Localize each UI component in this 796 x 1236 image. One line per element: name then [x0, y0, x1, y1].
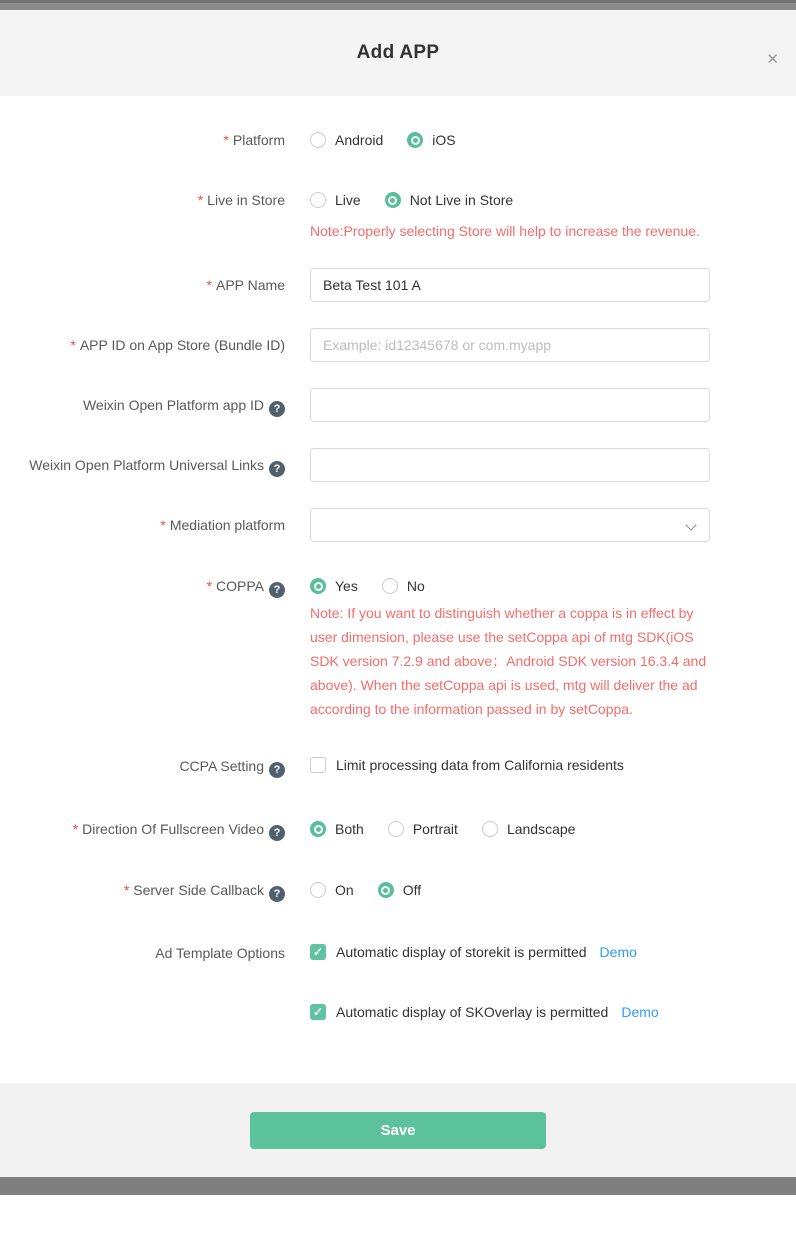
app-name-row [0, 268, 796, 302]
callback-radio-off[interactable]: Off [378, 882, 421, 898]
bundle-id-row [0, 328, 796, 362]
app-name-input[interactable] [310, 268, 710, 302]
page-top-bar [0, 0, 796, 10]
server-side-callback-label: * Server Side Callback ? [0, 879, 285, 902]
help-icon[interactable]: ? [269, 825, 285, 841]
modal-header [0, 10, 796, 96]
coppa-note-text: Note: If you want to distinguish whether a coppa is in effect by user dimension, please use the setCoppa api of mtg SDK(iOS SDK version 7.2.9 and above；Android SDK version 16.3.4 and above). When the setCoppa api is used, mtg will deliver the ad according to the information passed in by setCoppa. [310, 605, 707, 717]
radio-selected-icon[interactable] [310, 821, 326, 837]
help-icon[interactable]: ? [269, 582, 285, 598]
modal-title: Add APP [356, 42, 440, 63]
weixin-universal-links-label: Weixin Open Platform Universal Links ? [0, 448, 285, 482]
help-icon[interactable]: ? [269, 886, 285, 902]
direction-row [0, 818, 796, 841]
help-icon[interactable]: ? [269, 762, 285, 778]
page-bottom-bar [0, 1177, 796, 1195]
ccpa-checkbox-label: Limit processing data from California residents [336, 757, 624, 773]
required-marker: * [70, 337, 76, 353]
required-marker: * [197, 192, 204, 208]
coppa-radio-no[interactable]: No [382, 578, 425, 594]
radio-unselected-icon[interactable] [310, 192, 326, 208]
live-in-store-label: * Live in Store [197, 192, 285, 208]
ad-template-options-row [0, 942, 796, 1022]
radio-unselected-icon[interactable] [482, 821, 498, 837]
radio-unselected-icon[interactable] [310, 882, 326, 898]
server-side-callback-row [0, 879, 796, 902]
live-radio-not-live[interactable]: Not Live in Store [385, 192, 514, 208]
mediation-platform-row [0, 508, 796, 542]
storekit-demo-link[interactable]: Demo [599, 944, 637, 960]
required-marker: * [223, 132, 229, 148]
live-in-store-row [0, 189, 796, 243]
modal-body [0, 96, 796, 1083]
direction-radio-both[interactable]: Both [310, 821, 364, 837]
required-marker: * [160, 517, 166, 533]
direction-label: * Direction Of Fullscreen Video ? [0, 818, 285, 841]
help-icon[interactable]: ? [269, 401, 285, 417]
skoverlay-checkbox-label: Automatic display of SKOverlay is permitted [336, 1004, 609, 1020]
bundle-id-input[interactable] [310, 328, 710, 362]
ccpa-row [0, 755, 796, 778]
app-name-label: * APP Name [206, 277, 285, 293]
callback-radio-on[interactable]: On [310, 882, 354, 898]
direction-radio-portrait[interactable]: Portrait [388, 821, 458, 837]
radio-selected-icon[interactable] [378, 882, 394, 898]
radio-selected-icon[interactable] [407, 132, 423, 148]
required-marker: * [206, 277, 212, 293]
weixin-app-id-row [0, 388, 796, 422]
coppa-radio-yes[interactable]: Yes [310, 578, 358, 594]
platform-radio-ios[interactable]: iOS [407, 132, 455, 148]
skoverlay-checkbox[interactable]: ✓ [310, 1004, 326, 1020]
storekit-checkbox[interactable]: ✓ [310, 944, 326, 960]
mediation-platform-label: * Mediation platform [160, 517, 285, 533]
radio-selected-icon[interactable] [385, 192, 401, 208]
ccpa-checkbox[interactable] [310, 757, 326, 773]
radio-unselected-icon[interactable] [388, 821, 404, 837]
chevron-down-icon [685, 519, 696, 530]
coppa-label: * COPPA ? [0, 575, 285, 721]
bundle-id-label: * APP ID on App Store (Bundle ID) [70, 337, 285, 353]
storekit-checkbox-label: Automatic display of storekit is permitted [336, 944, 587, 960]
add-app-modal [0, 10, 796, 1177]
radio-selected-icon[interactable] [310, 578, 326, 594]
weixin-app-id-label: Weixin Open Platform app ID ? [0, 388, 285, 422]
platform-radio-android[interactable]: Android [310, 132, 383, 148]
modal-footer [0, 1083, 796, 1177]
help-icon[interactable]: ? [269, 461, 285, 477]
live-radio-live[interactable]: Live [310, 192, 361, 208]
weixin-app-id-input[interactable] [310, 388, 710, 422]
radio-unselected-icon[interactable] [382, 578, 398, 594]
save-button[interactable]: Save [250, 1112, 546, 1149]
required-marker: * [206, 578, 213, 594]
store-note-text: Note:Properly selecting Store will help to increase the revenue. [310, 223, 700, 239]
coppa-row [0, 575, 796, 721]
platform-label: * Platform [223, 132, 285, 148]
required-marker: * [123, 882, 130, 898]
required-marker: * [72, 821, 79, 837]
close-icon[interactable]: ✕ [766, 51, 779, 68]
platform-row [0, 129, 796, 151]
weixin-universal-links-row [0, 448, 796, 482]
skoverlay-demo-link[interactable]: Demo [621, 1004, 659, 1020]
weixin-universal-links-input[interactable] [310, 448, 710, 482]
direction-radio-landscape[interactable]: Landscape [482, 821, 576, 837]
radio-unselected-icon[interactable] [310, 132, 326, 148]
mediation-platform-select[interactable] [310, 508, 710, 542]
ad-template-options-label: Ad Template Options [155, 945, 285, 961]
ccpa-label: CCPA Setting ? [0, 755, 285, 778]
